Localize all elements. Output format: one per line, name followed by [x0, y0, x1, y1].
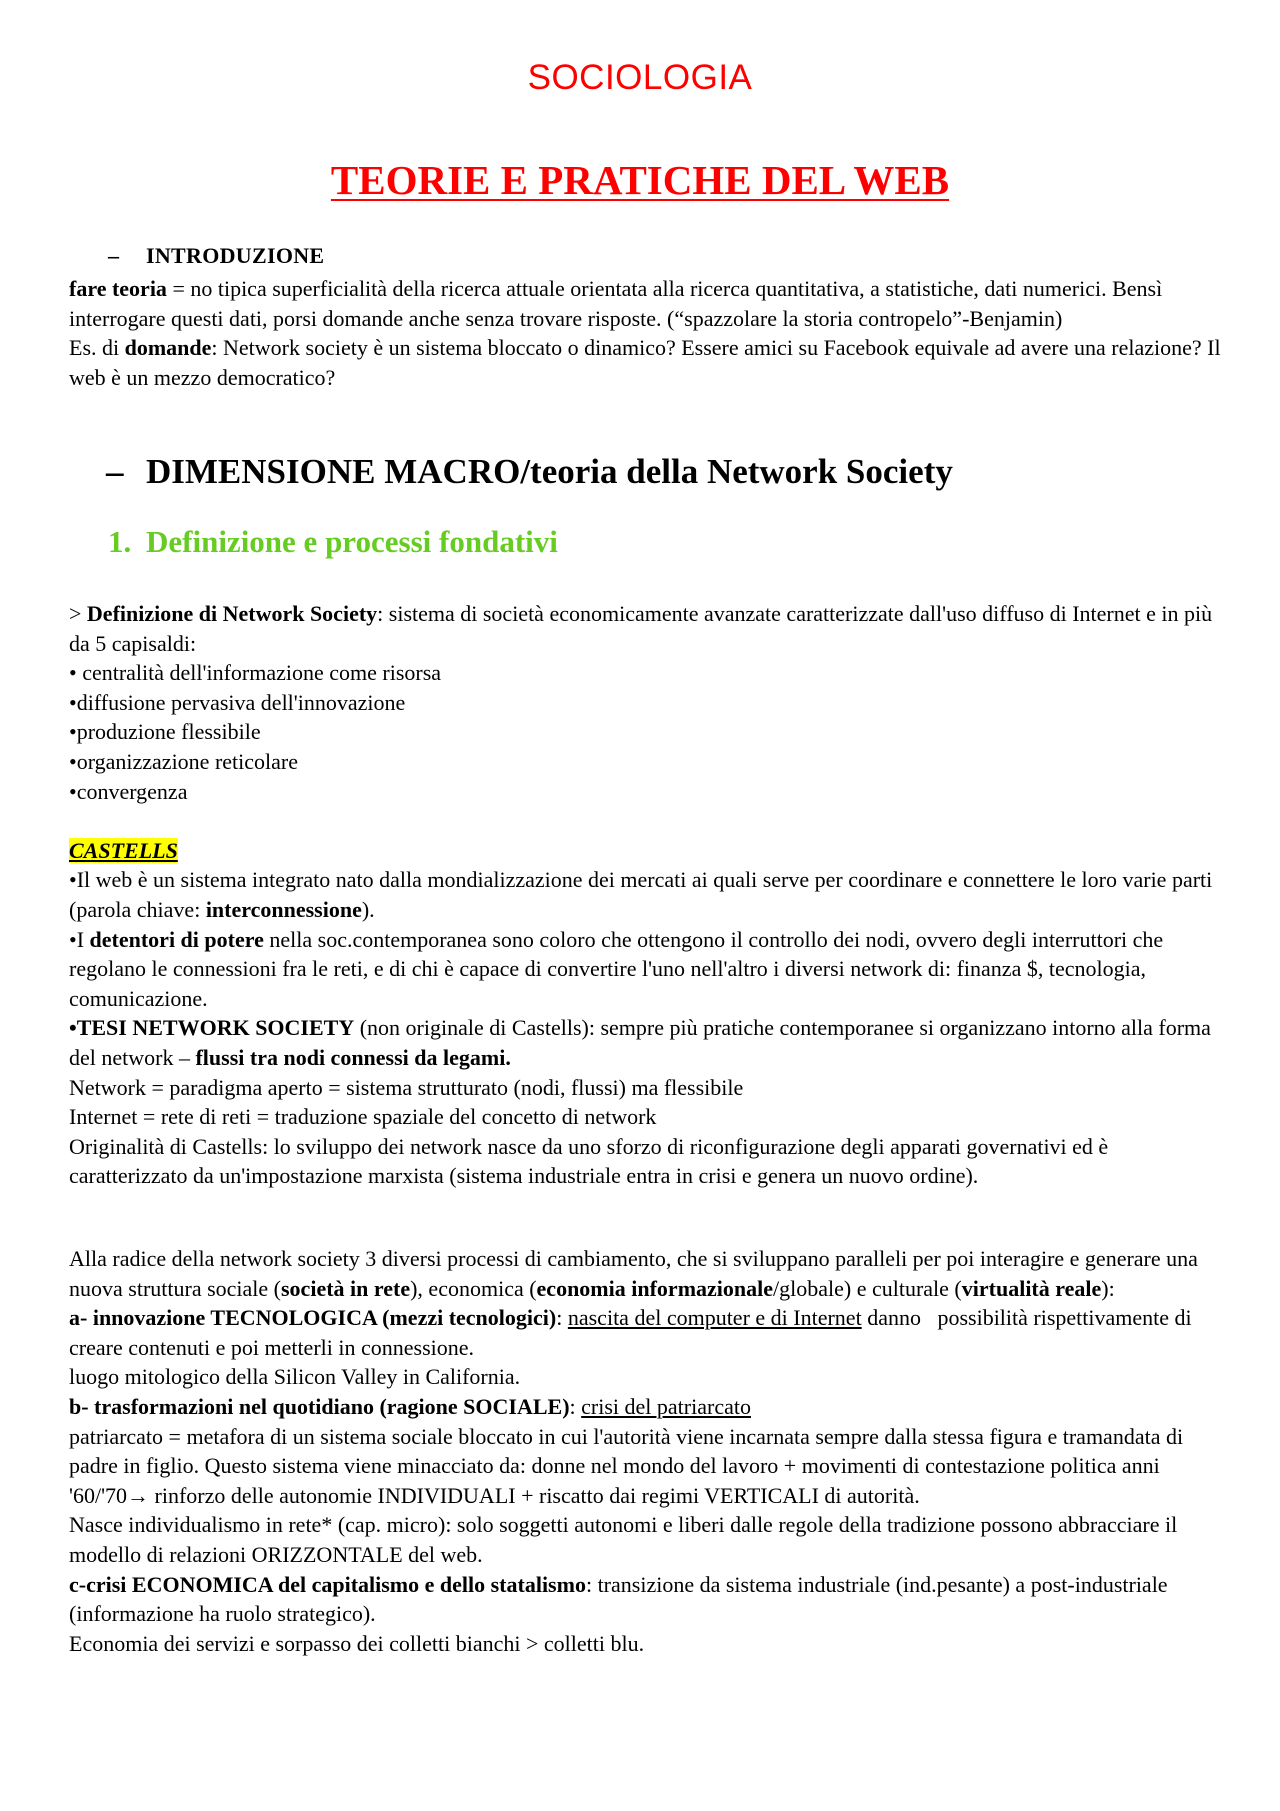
castells-internet-def: Internet = rete di reti = traduzione spaziale del concetto di network [69, 1104, 657, 1130]
castells-network-def: Network = paradigma aperto = sistema strutturato (nodi, flussi) ma flessibile [69, 1074, 744, 1100]
intro-heading: – INTRODUZIONE [108, 243, 325, 268]
castells-point-2: •I detentori di potere nella soc.contemporanea sono coloro che ottengono il controllo dei nodi, ovvero degli interruttori che regolano le connessioni fra le reti, e di chi è capace di convertire l'uno nell'altro i diversi network di: finanza $, tecnologia, comunicazione. [69, 926, 1164, 1011]
list-item: •produzione flessibile [69, 719, 261, 745]
intro-paragraph: fare teoria = no tipica superficialità della ricerca attuale orientata alla ricerca quantitativa, a statistiche, dati numerici. Bensì interrogare questi dati, porsi domande anche senza trovare risposte. (“spazzolare la storia contropelo”-Benjamin) [69, 276, 1163, 331]
castells-originality: Originalità di Castells: lo sviluppo dei network nasce da uno sforzo di riconfigurazione degli apparati governativi ed è caratterizzato da un'impostazione marxista (sistema industriale entra in crisi e genera un nuovo ordine). [69, 1133, 1109, 1189]
list-item: • centralità dell'informazione come risorsa [69, 660, 442, 686]
castells-point-3: •TESI NETWORK SOCIETY (non originale di Castells): sempre più pratiche contemporanee si organizzano intorno alla forma del network – flussi tra nodi connessi da legami. [69, 1015, 1211, 1070]
process-b-text-2: Nasce individualismo in rete* (cap. micro): solo soggetti autonomi e liberi dalle regole della tradizione possono abbracciare il modello di relazioni ORIZZONTALE del web. [69, 1512, 1178, 1567]
castells-point-1: •Il web è un sistema integrato nato dalla mondializzazione dei mercati ai quali serve per coordinare e connettere le loro varie parti (parola chiave: interconnessione). [69, 867, 1213, 922]
definition-paragraph: > Definizione di Network Society: sistema di società economicamente avanzate caratterizzate dall'uso diffuso di Internet e in più da 5 capisaldi: [69, 601, 1213, 656]
definition-block [69, 599, 1231, 1191]
list-item: •organizzazione reticolare [69, 748, 298, 774]
process-b: b- trasformazioni nel quotidiano (ragione SOCIALE): crisi del patriarcato [69, 1393, 751, 1419]
processes-intro: Alla radice della network society 3 diversi processi di cambiamento, che si sviluppano paralleli per poi interagire e generare una nuova struttura sociale (società in rete), economica (economia informazionale/globale) e culturale (virtualità reale): [69, 1246, 1198, 1301]
processes-block [69, 1244, 1231, 1658]
macro-heading: – DIMENSIONE MACRO/teoria della Network Society [106, 452, 953, 491]
intro-questions: Es. di domande: Network society è un sistema bloccato o dinamico? Essere amici su Facebook equivale ad avere una relazione? Il web è un mezzo democratico? [69, 335, 1221, 390]
process-a-note: luogo mitologico della Silicon Valley in California. [69, 1364, 521, 1390]
process-c: c-crisi ECONOMICA del capitalismo e dello statalismo: transizione da sistema industriale (ind.pesante) a post-industriale (informazione ha ruolo strategico). [69, 1571, 1168, 1627]
dash-bullet: – [108, 243, 120, 268]
castells-label: CASTELLS [69, 837, 178, 863]
document-subtitle: TEORIE E PRATICHE DEL WEB [330, 157, 950, 203]
list-item: •convergenza [69, 778, 188, 804]
process-c-note: Economia dei servizi e sorpasso dei colletti bianchi > colletti blu. [69, 1630, 645, 1656]
intro-block [69, 274, 1231, 392]
document-title: SOCIOLOGIA [527, 58, 753, 97]
section-heading: 1. Definizione e processi fondativi [108, 524, 558, 559]
list-item: •diffusione pervasiva dell'innovazione [69, 689, 406, 715]
process-b-text: patriarcato = metafora di un sistema sociale bloccato in cui l'autorità viene incarnata sempre dalla stessa figura e tramandata di padre in figlio. Questo sistema viene minacciato da: donne nel mondo del lavoro + movimenti di contestazione politica anni '60/'70→ rinforzo delle autonomie INDIVIDUALI + riscatto dai regimi VERTICALI di autorità. [69, 1423, 1184, 1508]
process-a: a- innovazione TECNOLOGICA (mezzi tecnologici): nascita del computer e di Internet danno possibilità rispettivamente di creare contenuti e poi metterli in connessione. [69, 1305, 1198, 1360]
